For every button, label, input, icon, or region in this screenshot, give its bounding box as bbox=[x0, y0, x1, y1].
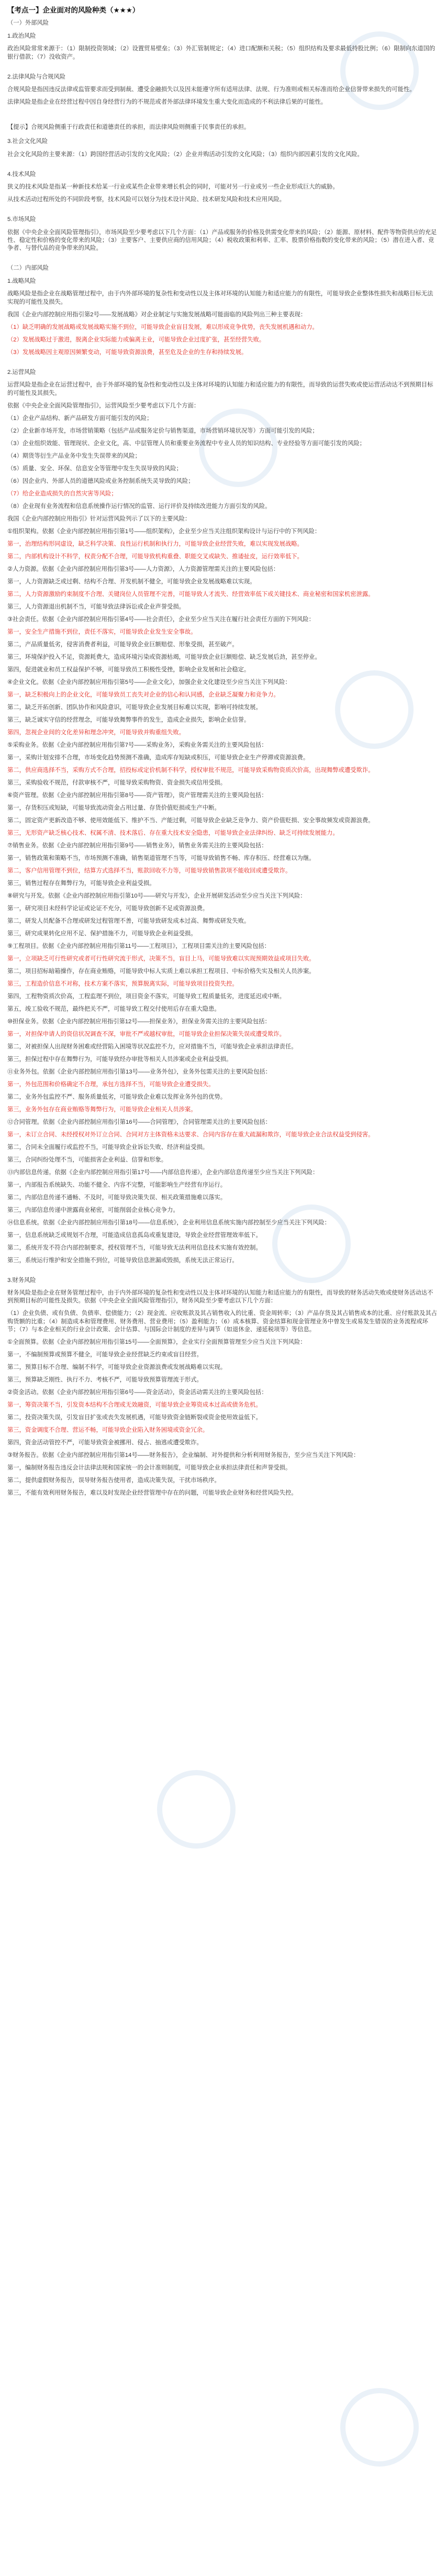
list-item: 第一，外包范围和价格确定不合理，承包方选择不当，可能导致企业遭受损失。 bbox=[7, 1081, 215, 1088]
list-item: 第三，环境保护投入不足，资源耗费大，造成环境污染或资源枯竭，可能导致企业巨额赔偿、缺乏发展后劲，甚至停业。 bbox=[7, 654, 321, 660]
list-item: 第二，人力资源激励约束制度不合理、关键岗位人员管理不完善，可能导致人才流失、经营效率低下或关键技术、商业秘密和国家机密泄露。 bbox=[7, 591, 374, 598]
item-heading: ⑧研究与开发。依据《企业内部控制应用指引第10号——研究与开发》，企业开展研发活动至少应当关注下列风险： bbox=[7, 892, 306, 899]
paragraph: 政治风险常常来源于：（1）限制投资领域；（2）设置贸易壁垒；（3）外汇管制规定；（4）进口配额和关税；（5）组织结构及要求最低持股比例；（6）限制向东道国的银行借款；（7）没收资产。 bbox=[7, 46, 436, 60]
watermark-logo bbox=[157, 1770, 236, 1849]
list-item: 第二，投资决策失误，引发盲目扩张或丧失发展机遇，可能导致资金链断裂或资金使用效益低下。 bbox=[7, 1414, 262, 1421]
paragraph: 从技术活动过程所处的不同阶段考察，技术风险可以划分为技术设计风险、技术研发风险和技术应用风险。 bbox=[7, 196, 285, 203]
list-item: 第一，研究项目未经科学论证或论证不充分，可能导致创新不足或资源浪费。 bbox=[7, 905, 209, 912]
section-heading: （一）外部风险 bbox=[7, 20, 49, 27]
list-item: 第一，不编制预算或预算不健全，可能导致企业经营缺乏约束或盲目经营。 bbox=[7, 1352, 203, 1358]
paragraph: （1）企业负债、或有负债、负债率、偿债能力；（2）现金流、应收账款及其占销售收入的比重、资金周转率；（3）产品存货及其占销售成本的比重、应付账款及其占购货额的比重；（4）制造成本和管理费用、财务费用、营业费用；（5）盈利能力；（6）成本核算、资金结算和现金管理业务中曾发生或易发生错误的业务流程或环节；（7）与本企业相关的行业会计政策、会计估算、与国际会计制度的差异与调节（如退休金、递延税项等）等信息。 bbox=[7, 1310, 437, 1333]
list-item: 第二，研发人员配备不合理或研发过程管理不善，可能导致研发成本过高、舞弊或研发失败。 bbox=[7, 917, 250, 924]
subsection-heading: 4.技术风险 bbox=[7, 171, 36, 178]
paragraph: 依据《中央企业全面风险管理指引》，市场风险至少要考虑以下几个方面：（1）产品或服务的价格及供需变化带来的风险；（2）能源、原材料、配件等物资供应的充足性、稳定性和价格的变化带来的风险；（3）主要客户、主要供应商的信用风险；（4）税收政策和利率、汇率、股票价格指数的变化带来的风险；（5）潜在进入者、竞争者、与替代品的竞争带来的风险。 bbox=[7, 229, 437, 252]
list-item: （1）缺乏明确的发展战略或发展战略实施不到位，可能导致企业盲目发展，难以形成竞争优势，丧失发展机遇和动力。 bbox=[7, 324, 318, 330]
list-item: 第二，系统开发不符合内部控制要求，授权管理不当，可能导致无法利用信息技术实施有效控制。 bbox=[7, 1244, 262, 1251]
list-item: 第二，客户信用管理不到位，结算方式选择不当，账款回收不力等，可能导致销售款项不能收回或遭受欺诈。 bbox=[7, 867, 292, 874]
list-item: 第二，提供虚假财务报告，误导财务报告使用者，造成决策失误，干扰市场秩序。 bbox=[7, 1477, 220, 1484]
list-item: 第一，立项缺乏可行性研究或者可行性研究流于形式，决策不当，盲目上马，可能导致难以实现预期效益或项目失败。 bbox=[7, 955, 315, 962]
item-heading: ⑬内部信息传递。依据《企业内部控制应用指引第17号——内部信息传递》，企业内部信息传递至少应当关注下列风险： bbox=[7, 1169, 319, 1176]
list-item: （3）企业组织效能、管理现状、企业文化，高、中层管理人员和重要业务流程中专业人员的知识结构、专业经验等方面可能引发的风险； bbox=[7, 440, 366, 447]
list-item: 第二，合同未全面履行或监控不当，可能导致企业诉讼失败、经济利益受损。 bbox=[7, 1144, 209, 1151]
list-item: 第三，缺乏诚实守信的经营理念，可能导致舞弊事件的发生，造成企业损失，影响企业信誉。 bbox=[7, 716, 250, 723]
item-heading: ①组织架构。依据《企业内部控制应用指引第1号——组织架构》，企业至少应当关注组织架构设计与运行中的下列风险： bbox=[7, 528, 321, 535]
list-item: 第三，采购验收不规范，付款审核不严，可能导致采购物资、资金损失或信用受损。 bbox=[7, 779, 226, 786]
list-item: （5）质量、安全、环保、信息安全等管理中发生失误导致的风险； bbox=[7, 465, 182, 472]
paragraph: 财务风险是指企业在财务管理过程中，由于内外部环境的复杂性和变动性以及主体对环境的认知能力和适应能力的有限性，而导致的财务活动失败或使财务活动达不到预期目标的可能性及损失。依据《中央企业全面风险管理指引》，财务风险至少要考虑以下几个方面： bbox=[7, 1289, 433, 1304]
list-item: 第二，内部机构设计不科学，权责分配不合理，可能导致机构重叠、职能交叉或缺失、推诿扯皮，运行效率低下。 bbox=[7, 553, 303, 560]
subsection-heading: 2.法律风险与合规风险 bbox=[7, 73, 66, 80]
list-item: （3）发展战略因主观原因频繁变动，可能导致资源浪费，甚至危及企业的生存和持续发展。 bbox=[7, 349, 248, 356]
item-heading: ③财务报告。依据《企业内部控制应用指引第14号——财务报告》，企业编制、对外提供和分析利用财务报告，至少应当关注下列风险： bbox=[7, 1452, 360, 1459]
list-item: 第三，业务外包存在商业贿赂等舞弊行为，可能导致企业相关人员涉案。 bbox=[7, 1106, 197, 1113]
list-item: 第三，担保过程中存在舞弊行为，可能导致经办审批等相关人员涉案或企业利益受损。 bbox=[7, 1056, 232, 1063]
list-item: 第二，缺乏开拓创新、团队协作和风险意识，可能导致企业发展目标难以实现，影响可持续发展。 bbox=[7, 704, 262, 711]
list-item: 第四，促进就业和员工权益保护不够，可能导致员工积极性受挫，影响企业发展和社会稳定。 bbox=[7, 666, 250, 673]
list-item: （7）给企业造成损失的自然灾害等风险； bbox=[7, 490, 117, 497]
list-item: 第一，对担保申请人的资信状况调查不深，审批不严或越权审批，可能导致企业担保决策失误或遭受欺诈。 bbox=[7, 1031, 285, 1037]
paragraph: 法律风险是指企业在经营过程中因自身经营行为的不规范或者外部法律环境发生重大变化而造成的不利法律后果的可能性。 bbox=[7, 99, 327, 106]
list-item: 第四，工程物资质次价高，工程监理不到位，项目资金不落实，可能导致工程质量低劣，进度延迟或中断。 bbox=[7, 993, 285, 1000]
list-item: 第二，项目招标暗箱操作，存在商业贿赂，可能导致中标人实质上难以承担工程项目、中标价格失实及相关人员涉案。 bbox=[7, 968, 315, 975]
list-item: 第一，销售政策和策略不当，市场预测不准确，销售渠道管理不当等，可能导致销售不畅、库存积压、经营难以为继。 bbox=[7, 855, 315, 861]
paragraph: 依据《中央企业全面风险管理指引》，运营风险至少要考虑以下几个方面： bbox=[7, 402, 200, 409]
item-heading: ④企业文化。依据《企业内部控制应用指引第5号——企业文化》，加强企业文化建设至少应当关注下列风险： bbox=[7, 679, 291, 686]
item-heading: ⑫合同管理。依据《企业内部控制应用指引第16号——合同管理》，合同管理需关注的主要风险包括： bbox=[7, 1119, 271, 1125]
list-item: 第三，预算缺乏刚性、执行不力、考核不严，可能导致预算管理流于形式。 bbox=[7, 1377, 203, 1384]
item-heading: ②人力资源。依据《企业内部控制应用指引第3号——人力资源》，人力资源管理需关注的主要风险包括： bbox=[7, 566, 280, 572]
paragraph: 我国《企业内部控制应用指引第2号——发展战略》对企业制定与实施发展战略可能面临的风险列出三种主要表现： bbox=[7, 311, 307, 318]
item-heading: ⑩担保业务。依据《企业内部控制应用指引第12号——担保业务》，担保业务需关注的主要风险包括： bbox=[7, 1018, 271, 1025]
list-item: 第一，人力资源缺乏或过剩、结构不合理、开发机制不健全，可能导致企业发展战略难以实现。 bbox=[7, 578, 256, 585]
paragraph: 狭义的技术风险是指某一种新技术给某一行业或某些企业带来增长机会的同时，可能对另一行业或另一些企业形成巨大的威胁。 bbox=[7, 184, 339, 191]
item-heading: ⑨工程项目。依据《企业内部控制应用指引第11号——工程项目》，工程项目需关注的主要风险包括： bbox=[7, 943, 270, 949]
list-item: 第一，安全生产措施不到位，责任不落实，可能导致企业发生安全事故。 bbox=[7, 628, 197, 635]
list-item: 第四，忽视企业间的文化差异和理念冲突，可能导致并购重组失败。 bbox=[7, 729, 185, 736]
list-item: 第三，合同纠纷处理不当，可能损害企业利益、信誉和形象。 bbox=[7, 1156, 168, 1163]
list-item: 第三，资金调度不合理、营运不畅，可能导致企业陷入财务困境或资金冗余。 bbox=[7, 1427, 209, 1434]
list-item: 第一，编制财务报告违反会计法律法规和国家统一的会计准则制度，可能导致企业承担法律责任和声誉受损。 bbox=[7, 1465, 292, 1472]
item-heading: ③社会责任。依据《企业内部控制应用指引第4号——社会责任》，企业至少应当关注在履行社会责任方面的下列风险： bbox=[7, 616, 315, 623]
list-item: 第一，采购计划安排不合理，市场变化趋势预测不准确，造成库存短缺或积压，可能导致企业生产停滞或资源浪费。 bbox=[7, 754, 309, 761]
list-item: 第三，系统运行维护和安全措施不到位，可能导致信息泄漏或毁损，系统无法正常运行。 bbox=[7, 1257, 238, 1264]
list-item: 第三，内部信息传递中泄露商业秘密，可能削弱企业核心竞争力。 bbox=[7, 1207, 179, 1213]
item-heading: ②资金活动。依据《企业内部控制应用指引第6号——资金活动》，资金活动需关注的主要风险包括： bbox=[7, 1389, 267, 1396]
paragraph: 运营风险是指企业在运营过程中，由于外部环境的复杂性和变动性以及主体对环境的认知能力和适应能力的有限性，而导致的运营失败或使运营活动达不到预期目标的可能性及其损失。 bbox=[7, 382, 433, 396]
subsection-heading: 1.战略风险 bbox=[7, 278, 36, 284]
item-heading: ⑪业务外包。依据《企业内部控制应用指引第13号——业务外包》，业务外包需关注的主要风险包括： bbox=[7, 1068, 271, 1075]
list-item: 第三，工程造价信息不对称，技术方案不落实，预算脱离实际，可能导致项目投资失控。 bbox=[7, 980, 238, 987]
page-title: 【考点一】企业面对的风险种类（★★★） bbox=[7, 6, 140, 14]
list-item: （1）企业产品结构、新产品研发方面可能引发的风险； bbox=[7, 415, 153, 422]
item-heading: ⑥资产管理。依据《企业内部控制应用指引第8号——资产管理》，资产管理需关注的主要风险包括： bbox=[7, 792, 267, 799]
list-item: 第一，信息系统缺乏或规划不合理，可能造成信息孤岛或重复建设，导致企业经营管理效率低下。 bbox=[7, 1232, 262, 1239]
section-heading: （二）内部风险 bbox=[7, 265, 49, 272]
list-item: 第一，未订立合同、未经授权对外订立合同、合同对方主体资格未达要求、合同内容存在重大疏漏和欺诈，可能导致企业合法权益受到侵害。 bbox=[7, 1131, 374, 1138]
list-item: （6）因企业内、外部人员的道德风险或业务控制系统失灵导致的风险； bbox=[7, 478, 194, 484]
item-heading: ⑭信息系统。依据《企业内部控制应用指引第18号——信息系统》，企业利用信息系统实施内部控制至少应当关注下列风险： bbox=[7, 1219, 330, 1226]
list-item: 第二，内部信息传递不通畅、不及时，可能导致决策失误、相关政策措施难以落实。 bbox=[7, 1194, 226, 1201]
watermark-logo bbox=[340, 2388, 419, 2467]
list-item: 第三，人力资源退出机制不当，可能导致法律诉讼或企业声誉受损。 bbox=[7, 603, 185, 610]
list-item: 第二，产品质量低劣，侵害消费者利益，可能导致企业巨额赔偿、形象受损，甚至破产。 bbox=[7, 641, 238, 648]
list-item: 第三，无形资产缺乏核心技术、权属不清、技术落后、存在重大技术安全隐患，可能导致企业法律纠纷、缺乏可持续发展能力。 bbox=[7, 830, 339, 836]
list-item: （2）企业新市场开发，市场营销策略（包括产品或服务定价与销售渠道，市场营销环境状况等）方面可能引发的风险； bbox=[7, 427, 318, 434]
list-item: 第三，不能有效利用财务报告，难以及时发现企业经营管理中存在的问题，可能导致企业财务和经营风险失控。 bbox=[7, 1490, 297, 1497]
list-item: 第五，竣工验收不规范，最终把关不严，可能导致工程交付使用后存在重大隐患。 bbox=[7, 1005, 220, 1012]
list-item: 第三，销售过程存在舞弊行为，可能导致企业利益受损。 bbox=[7, 880, 155, 887]
subsection-heading: 3.财务风险 bbox=[7, 1277, 36, 1284]
list-item: （8）企业现有业务流程和信息系统操作运行情况的监管、运行评价及持续改进能力方面引发的风险。 bbox=[7, 503, 271, 510]
subsection-heading: 2.运营风险 bbox=[7, 369, 36, 375]
item-heading: ⑦销售业务。依据《企业内部控制应用指引第9号——销售业务》，销售业务需关注的主要风险包括： bbox=[7, 842, 267, 849]
list-item: 第四，资金活动管控不严，可能导致资金被挪用、侵占、抽逃或遭受欺诈。 bbox=[7, 1440, 203, 1446]
paragraph: 合规风险是指因违反法律或监管要求而受到制裁、遭受金融损失以及因未能遵守所有适用法律、法规、行为准则或相关标准而给企业信誉带来损失的可能性。 bbox=[7, 86, 416, 93]
list-item: 第一，内部报告系统缺失、功能不健全、内容不完整，可能影响生产经营有序运行。 bbox=[7, 1181, 226, 1188]
list-item: 第一，缺乏积极向上的企业文化，可能导致员工丧失对企业的信心和认同感，企业缺乏凝聚力和竞争力。 bbox=[7, 691, 280, 698]
list-item: 第一，存货积压或短缺，可能导致流动资金占用过量、存货价值贬损或生产中断。 bbox=[7, 804, 220, 811]
tip-note: 【提示】合规风险侧重于行政责任和道德责任的承担，而法律风险则侧重于民事责任的承担。 bbox=[7, 124, 250, 131]
list-item: （2）发展战略过于激进，脱离企业实际能力或偏离主业，可能导致企业过度扩张，甚至经营失败。 bbox=[7, 336, 265, 343]
list-item: （4）期货等衍生产品业务中发生失误带来的风险； bbox=[7, 452, 141, 459]
list-item: 第一，治理结构形同虚设，缺乏科学决策、良性运行机制和执行力，可能导致企业经营失败，难以实现发展战略。 bbox=[7, 540, 303, 547]
list-item: 第三，研究成果转化应用不足、保护措施不力，可能导致企业利益受损。 bbox=[7, 930, 197, 937]
document-body bbox=[7, 4, 439, 1502]
item-heading: ①全面预算。依据《企业内部控制应用指引第15号——全面预算》，企业实行全面预算管理至少应当关注下列风险： bbox=[7, 1339, 306, 1346]
list-item: 第二，对被担保人出现财务困难或经营陷入困境等状况监控不力，应对措施不当，可能导致企业承担法律责任。 bbox=[7, 1043, 297, 1050]
paragraph: 社会文化风险的主要来源：（1）跨国经营活动引发的文化风险；（2）企业并购活动引发的文化风险；（3）组织内部因素引发的文化风险。 bbox=[7, 151, 363, 158]
list-item: 第二，固定资产更新改造不够、使用效能低下、维护不当、产能过剩，可能导致企业缺乏竞争力、资产价值贬损、安全事故频发或资源浪费。 bbox=[7, 817, 374, 824]
subsection-heading: 5.市场风险 bbox=[7, 216, 36, 223]
paragraph: 我国《企业内部控制应用指引》针对运营风险列示了以下的主要风险： bbox=[7, 515, 191, 522]
paragraph: 战略风险是指企业在战略管理过程中，由于内外部环境的复杂性和变动性以及主体对环境的认知能力和适应能力的有限性，可能导致企业整体性损失和战略目标无法实现的可能性及损失。 bbox=[7, 291, 433, 305]
list-item: 第二，预算目标不合理、编制不科学，可能导致企业资源浪费或发展战略难以实现。 bbox=[7, 1364, 226, 1371]
subsection-heading: 1.政治风险 bbox=[7, 32, 36, 39]
subsection-heading: 3.社会文化风险 bbox=[7, 138, 48, 145]
item-heading: ⑤采购业务。依据《企业内部控制应用指引第7号——采购业务》，采购业务需关注的主要风险包括： bbox=[7, 742, 267, 748]
list-item: 第一，筹资决策不当，引发资本结构不合理或无效融资，可能导致企业筹资成本过高或债务危机。 bbox=[7, 1402, 262, 1409]
list-item: 第二，供应商选择不当，采购方式不合理，招投标或定价机制不科学，授权审批不规范，可能导致采购物资质次价高，出现舞弊或遭受欺诈。 bbox=[7, 767, 374, 773]
list-item: 第二，业务外包监控不严、服务质量低劣，可能导致企业难以发挥业务外包的优势。 bbox=[7, 1093, 226, 1100]
